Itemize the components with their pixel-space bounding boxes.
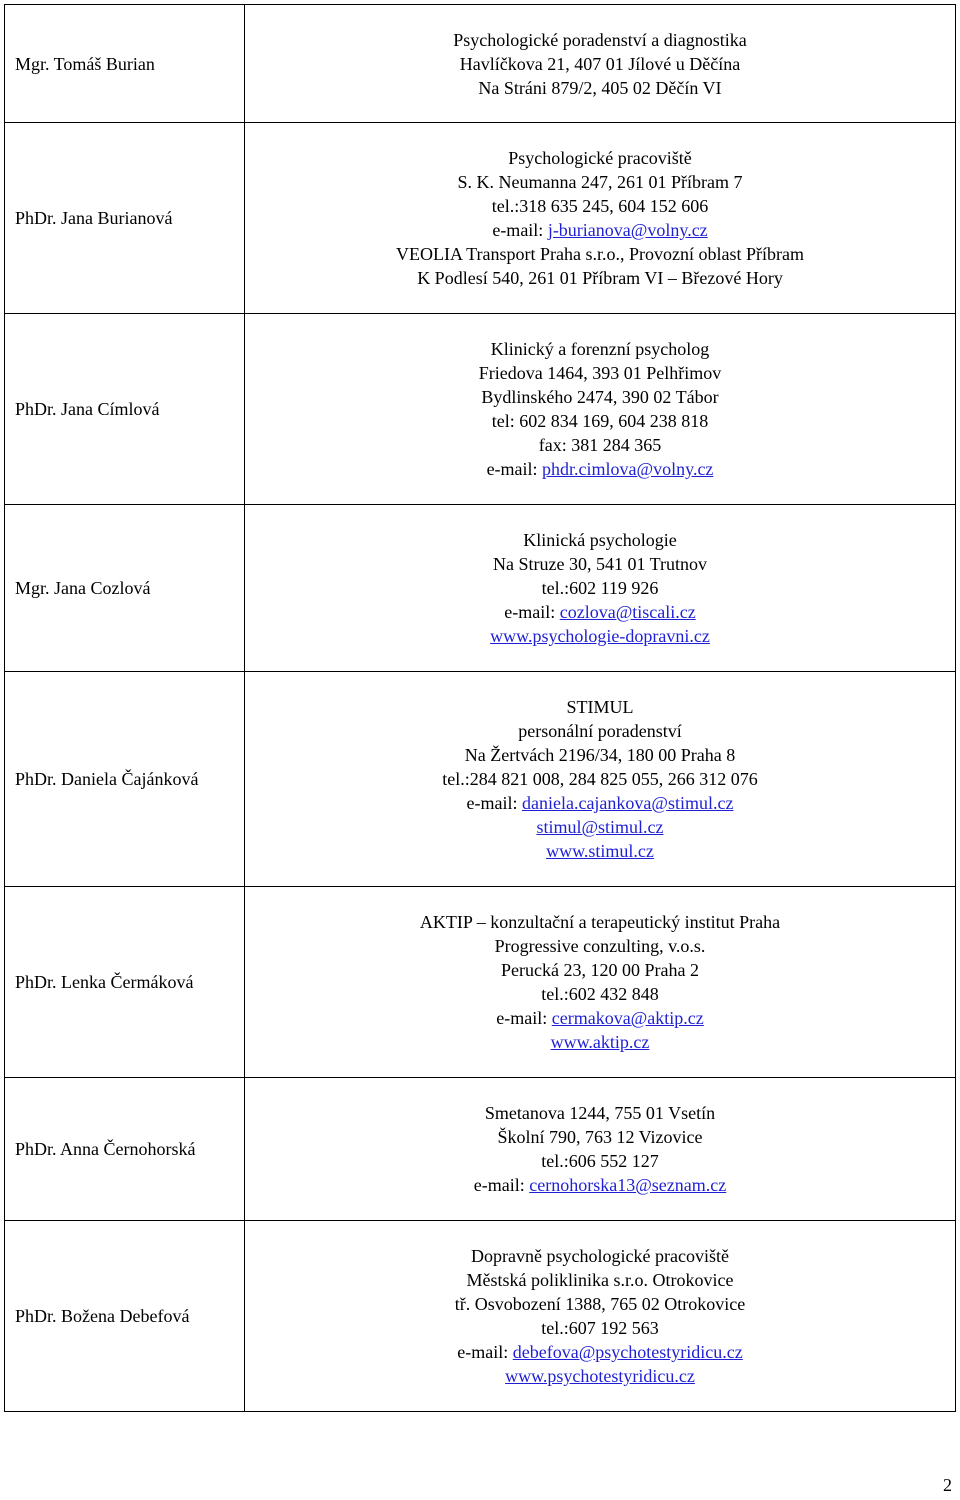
email-link[interactable]: debefova@psychotestyridicu.cz — [512, 1342, 743, 1362]
detail-line: S. K. Neumanna 247, 261 01 Příbram 7 — [457, 172, 743, 192]
detail-line: Klinický a forenzní psycholog — [490, 339, 710, 359]
email-link[interactable]: phdr.cimlova@volny.cz — [542, 459, 714, 479]
email-label: e-mail: — [457, 1342, 513, 1362]
detail-line: Havlíčkova 21, 407 01 Jílové u Děčína — [459, 53, 741, 74]
detail-line — [245, 600, 955, 624]
website-link[interactable]: www.stimul.cz — [546, 841, 654, 861]
website-link[interactable]: www.psychologie-dopravni.cz — [490, 626, 710, 646]
detail-line: Psychologické pracoviště — [508, 148, 692, 168]
detail-line: tel.:607 192 563 — [541, 1318, 659, 1338]
detail-line: Smetanova 1244, 755 01 Vsetín — [484, 1103, 716, 1123]
detail-line: Městská poliklinika s.r.o. Otrokovice — [466, 1270, 734, 1290]
detail-line: Na Struze 30, 541 01 Trutnov — [492, 554, 707, 574]
detail-line — [245, 218, 955, 242]
detail-line: tel.:318 635 245, 604 152 606 — [491, 196, 709, 216]
page-number: 2 — [943, 1475, 952, 1495]
table-row — [5, 887, 956, 1078]
detail-line: tel.:284 821 008, 284 825 055, 266 312 076 — [442, 769, 758, 789]
detail-line: Bydlinského 2474, 390 02 Tábor — [481, 387, 719, 407]
detail-line: VEOLIA Transport Praha s.r.o., Provozní oblast Příbram — [396, 244, 804, 264]
detail-line: personální poradenství — [518, 721, 682, 741]
detail-line: Progressive conzulting, v.o.s. — [494, 936, 706, 956]
detail-line: tel.:606 552 127 — [541, 1151, 659, 1171]
detail-line — [245, 1364, 955, 1388]
detail-line: Na Žertvách 2196/34, 180 00 Praha 8 — [464, 745, 736, 765]
detail-line: Perucká 23, 120 00 Praha 2 — [501, 960, 699, 980]
detail-line: tel.:602 119 926 — [541, 578, 659, 598]
website-link[interactable]: www.aktip.cz — [550, 1032, 650, 1052]
contact-details — [245, 314, 956, 505]
contact-details — [245, 887, 956, 1078]
email-link[interactable]: cernohorska13@seznam.cz — [529, 1175, 727, 1195]
detail-line — [245, 839, 955, 863]
detail-line — [245, 815, 955, 839]
contact-directory-table — [4, 4, 956, 1412]
detail-line — [245, 1006, 955, 1030]
email-label: e-mail: — [466, 793, 522, 813]
detail-line: Klinická psychologie — [523, 530, 677, 550]
email-link[interactable]: j-burianova@volny.cz — [547, 220, 708, 240]
detail-line: Friedova 1464, 393 01 Pelhřimov — [478, 363, 722, 383]
detail-line — [245, 1173, 955, 1197]
detail-line: Školní 790, 763 12 Vizovice — [497, 1127, 703, 1147]
person-name: Mgr. Tomáš Burian — [5, 5, 245, 123]
person-name: PhDr. Božena Debefová — [5, 1221, 245, 1412]
email-link[interactable]: cermakova@aktip.cz — [551, 1008, 704, 1028]
email-link[interactable]: daniela.cajankova@stimul.cz — [521, 793, 734, 813]
detail-line: Psychologické poradenství a diagnostika — [453, 29, 747, 50]
table-row — [5, 1078, 956, 1221]
contact-details — [245, 1078, 956, 1221]
email-label: e-mail: — [492, 220, 548, 240]
person-name: PhDr. Daniela Čajánková — [5, 672, 245, 887]
detail-line — [245, 1030, 955, 1054]
email-label: e-mail: — [473, 1175, 530, 1195]
detail-line — [245, 791, 955, 815]
email-link[interactable]: cozlova@tiscali.cz — [559, 602, 696, 622]
detail-line: tř. Osvobození 1388, 765 02 Otrokovice — [454, 1294, 746, 1314]
person-name: PhDr. Jana Burianová — [5, 123, 245, 314]
website-link[interactable]: www.psychotestyridicu.cz — [505, 1366, 695, 1386]
contact-details — [245, 672, 956, 887]
table-row — [5, 123, 956, 314]
contact-directory-body — [5, 5, 956, 1412]
email-label: e-mail: — [504, 602, 560, 622]
detail-line: K Podlesí 540, 261 01 Příbram VI – Březové Hory — [417, 268, 783, 288]
person-name: Mgr. Jana Cozlová — [5, 505, 245, 672]
email-link[interactable]: stimul@stimul.cz — [536, 817, 664, 837]
detail-line — [245, 1340, 955, 1364]
email-label: e-mail: — [496, 1008, 552, 1028]
detail-line: Na Stráni 879/2, 405 02 Děčín VI — [478, 77, 722, 98]
detail-line: AKTIP – konzultační a terapeutický institut Praha — [419, 912, 781, 932]
person-name: PhDr. Lenka Čermáková — [5, 887, 245, 1078]
table-row — [5, 5, 956, 123]
contact-details — [245, 505, 956, 672]
person-name: PhDr. Jana Címlová — [5, 314, 245, 505]
detail-line — [245, 624, 955, 648]
detail-line: fax: 381 284 365 — [538, 435, 662, 455]
table-row — [5, 672, 956, 887]
table-row — [5, 505, 956, 672]
contact-details — [245, 123, 956, 314]
contact-details — [245, 5, 956, 123]
table-row — [5, 1221, 956, 1412]
email-label: e-mail: — [486, 459, 543, 479]
table-row — [5, 314, 956, 505]
detail-line — [245, 457, 955, 481]
detail-line: tel: 602 834 169, 604 238 818 — [491, 411, 709, 431]
detail-line: STIMUL — [566, 697, 634, 717]
detail-line: tel.:602 432 848 — [541, 984, 659, 1004]
detail-line: Dopravně psychologické pracoviště — [471, 1246, 729, 1266]
contact-details — [245, 1221, 956, 1412]
person-name: PhDr. Anna Černohorská — [5, 1078, 245, 1221]
